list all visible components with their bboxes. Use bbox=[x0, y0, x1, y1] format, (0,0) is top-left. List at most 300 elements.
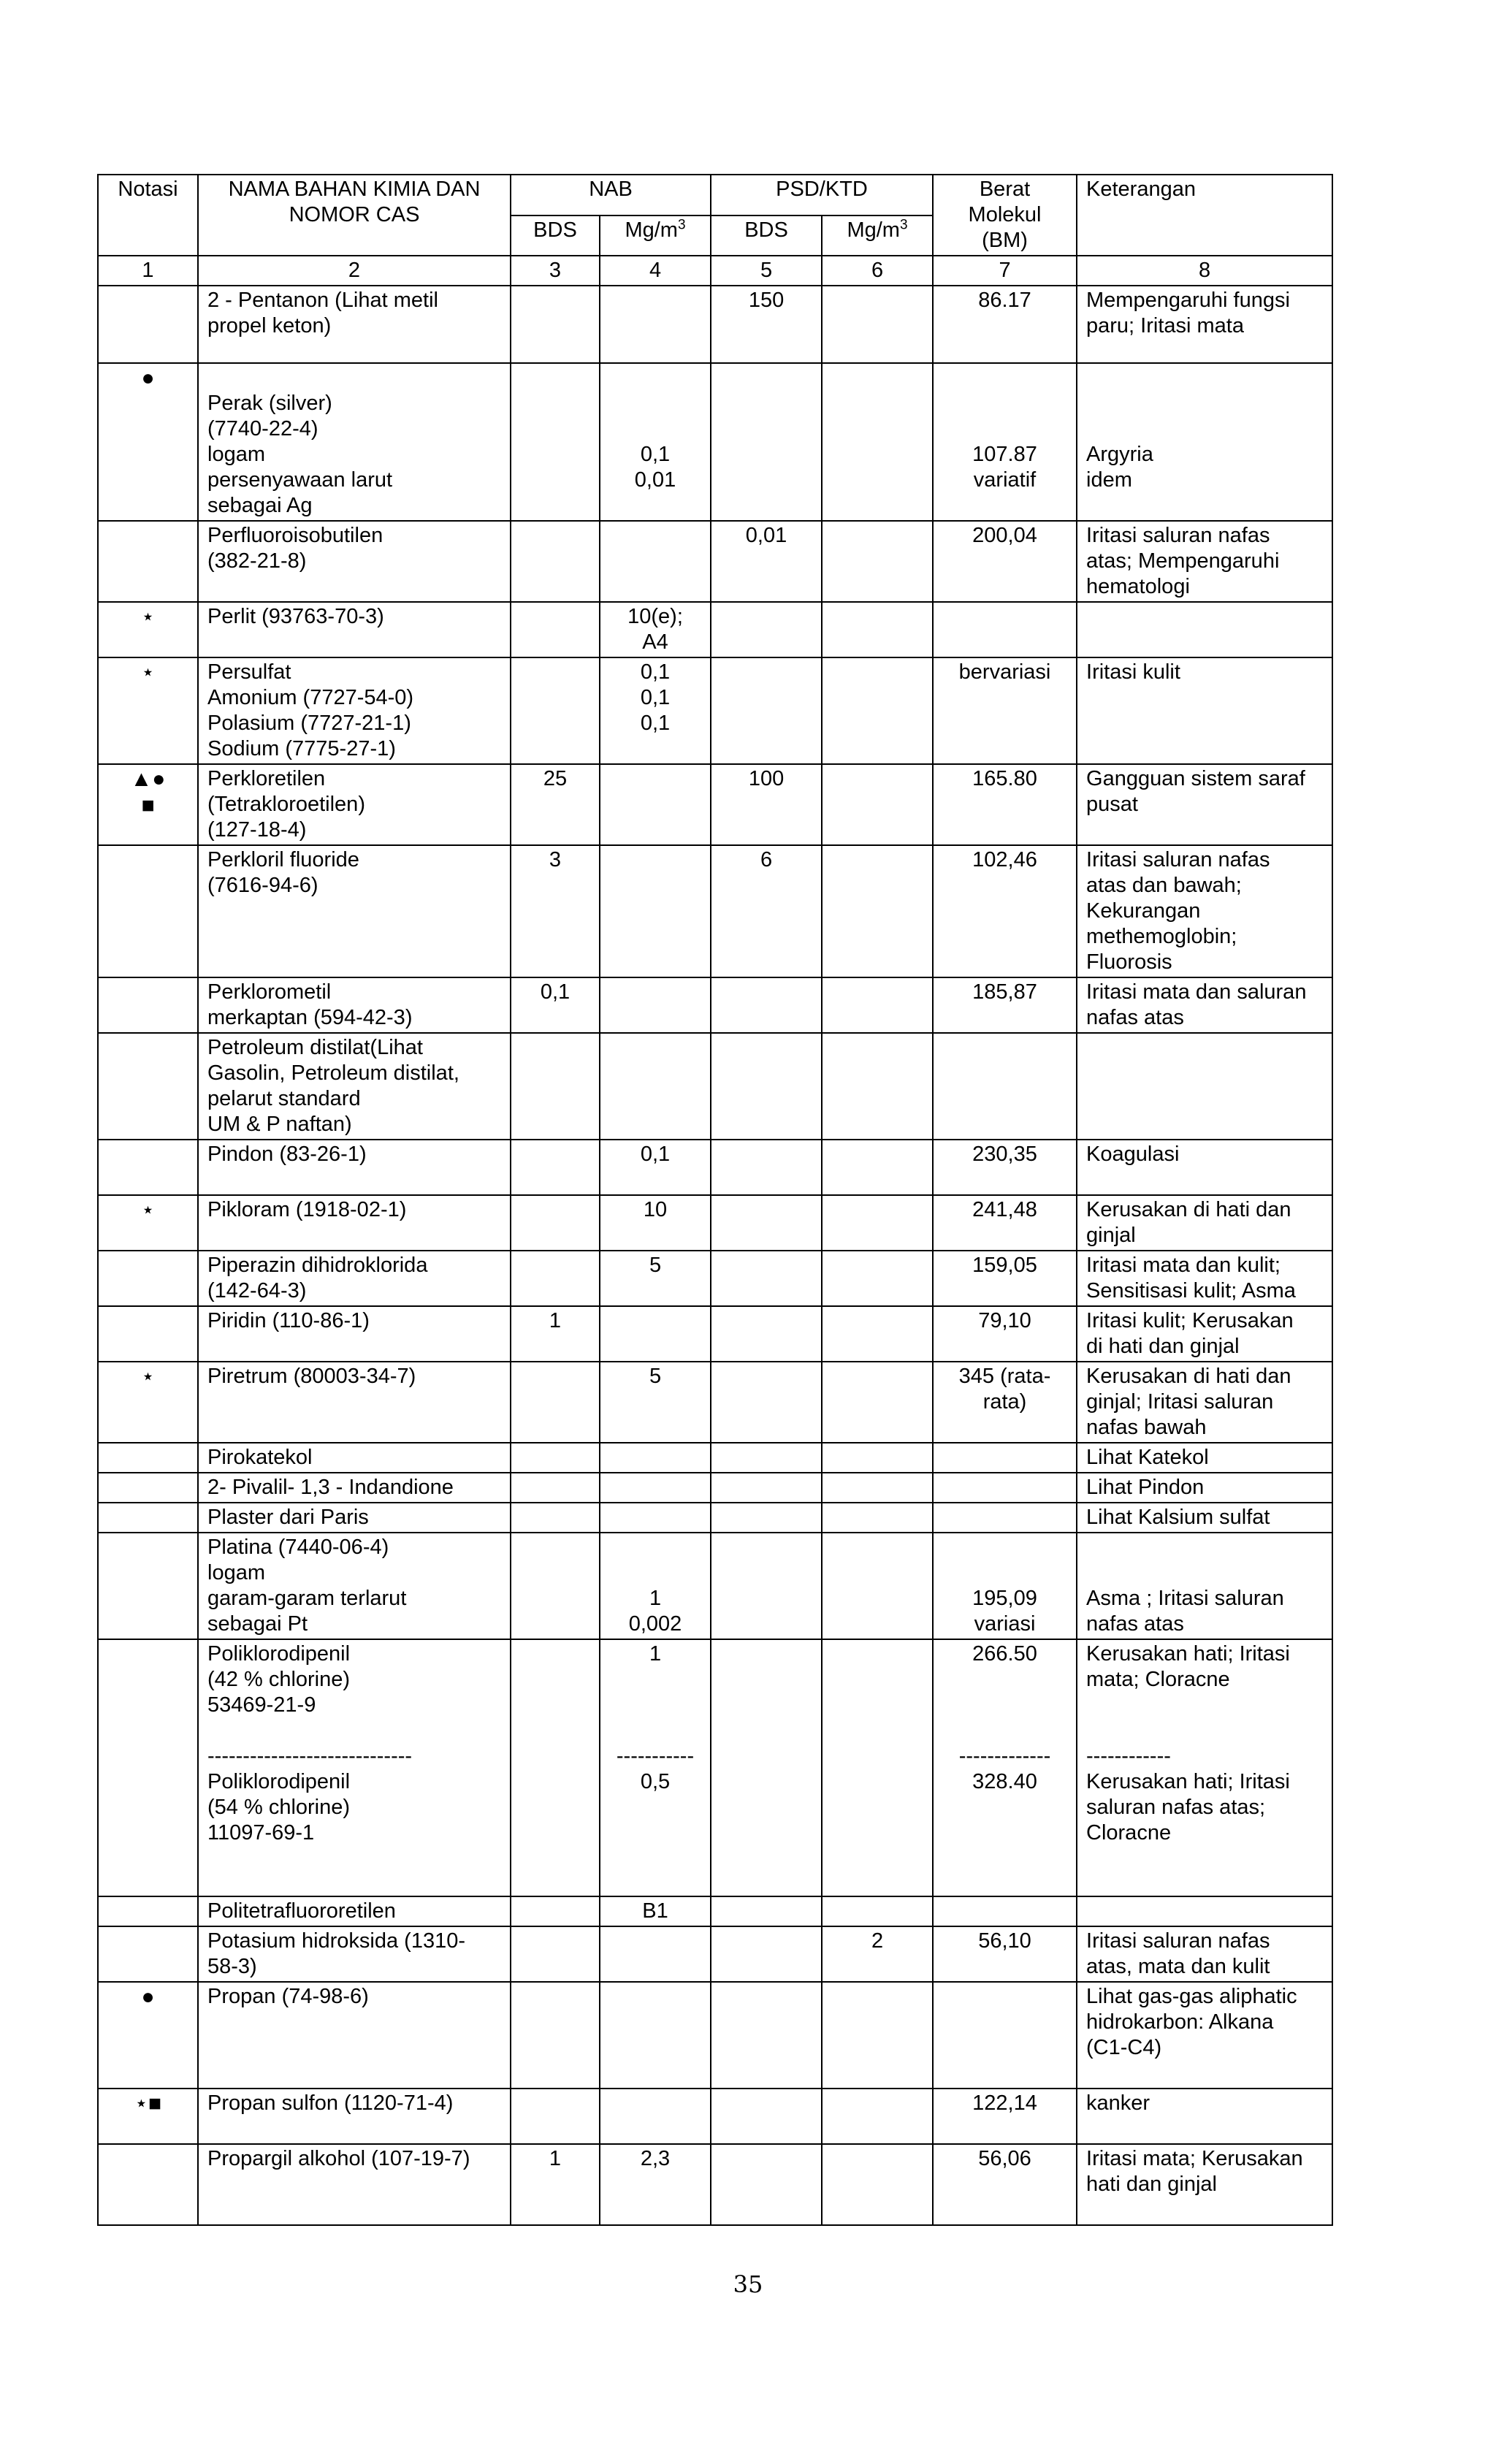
cell-line: Propan sulfon (1120-71-4) bbox=[207, 2091, 454, 2115]
cell-line bbox=[207, 365, 501, 391]
cell-line: 53469-21-9 bbox=[207, 1693, 316, 1717]
cell-notasi bbox=[98, 1033, 198, 1140]
column-number: 5 bbox=[711, 256, 822, 286]
cell-line: 122,14 bbox=[972, 2091, 1037, 2115]
cell-line: logam bbox=[207, 1561, 265, 1584]
header-psd-bds: BDS bbox=[711, 215, 822, 256]
table-row bbox=[98, 845, 1332, 977]
cell-berat-molekul bbox=[933, 1140, 1077, 1195]
cell-berat-molekul bbox=[933, 1926, 1077, 1982]
cell-line bbox=[609, 1560, 701, 1586]
cell-line: 150 bbox=[748, 289, 785, 312]
cell-line: 107.87 bbox=[972, 443, 1037, 466]
cell-line: Pirokatekol bbox=[207, 1446, 313, 1469]
cell-line: 1 bbox=[549, 2147, 562, 2170]
cell-nama bbox=[198, 286, 511, 363]
cell-line: kanker bbox=[1086, 2091, 1150, 2115]
cell-line: (142-64-3) bbox=[207, 1279, 307, 1302]
cell-line bbox=[207, 2035, 501, 2061]
cell-berat-molekul bbox=[933, 2089, 1077, 2144]
cell-line: (382-21-8) bbox=[207, 549, 307, 573]
cell-nab-mgm bbox=[600, 1251, 711, 1306]
cell-nab-bds bbox=[511, 363, 600, 521]
cell-line: pusat bbox=[1086, 793, 1138, 816]
cell-psd-mgm bbox=[822, 521, 933, 602]
cell-nama bbox=[198, 657, 511, 764]
cell-line: nafas bawah bbox=[1086, 1416, 1207, 1439]
cell-keterangan bbox=[1077, 1473, 1332, 1503]
cell-berat-molekul bbox=[933, 977, 1077, 1033]
cell-nab-bds bbox=[511, 1140, 600, 1195]
cell-line bbox=[609, 1535, 701, 1560]
cell-line: 2 - Pentanon (Lihat metil bbox=[207, 289, 438, 312]
cell-line: bervariasi bbox=[958, 660, 1051, 684]
cell-line: 0,01 bbox=[634, 468, 676, 492]
cell-line: ginjal; Iritasi saluran bbox=[1086, 1390, 1274, 1414]
cell-psd-mgm bbox=[822, 764, 933, 845]
cell-nama bbox=[198, 1473, 511, 1503]
cell-berat-molekul bbox=[933, 1251, 1077, 1306]
cell-nama bbox=[198, 1306, 511, 1362]
cell-nab-mgm bbox=[600, 1140, 711, 1195]
cell-line: 195,09 bbox=[972, 1587, 1037, 1610]
cell-line: 0,1 bbox=[640, 1143, 671, 1166]
cell-nama bbox=[198, 1926, 511, 1982]
cell-psd-bds bbox=[711, 657, 822, 764]
table-row bbox=[98, 602, 1332, 657]
cell-line: Iritasi saluran nafas bbox=[1086, 1929, 1270, 1953]
cell-nab-bds bbox=[511, 764, 600, 845]
cell-nab-mgm bbox=[600, 1443, 711, 1473]
cell-line: Polasium (7727-21-1) bbox=[207, 712, 411, 735]
table-row bbox=[98, 764, 1332, 845]
cell-line: (42 % chlorine) bbox=[207, 1668, 351, 1691]
cell-nama bbox=[198, 764, 511, 845]
cell-line bbox=[1086, 1718, 1323, 1744]
cell-line: ----------------------------- bbox=[207, 1744, 413, 1768]
mgm-exponent: 3 bbox=[899, 216, 908, 232]
cell-line: Pindon (83-26-1) bbox=[207, 1143, 367, 1166]
cell-berat-molekul bbox=[933, 1443, 1077, 1473]
cell-nama bbox=[198, 845, 511, 977]
cell-nab-bds bbox=[511, 1195, 600, 1251]
cell-line: atas dan bawah; bbox=[1086, 874, 1242, 897]
cell-berat-molekul bbox=[933, 286, 1077, 363]
cell-line: saluran nafas atas; bbox=[1086, 1796, 1266, 1819]
notation-symbol: ⋆■ bbox=[134, 2091, 161, 2116]
column-number: 7 bbox=[933, 256, 1077, 286]
column-number: 3 bbox=[511, 256, 600, 286]
cell-line: 86.17 bbox=[978, 289, 1031, 312]
cell-psd-bds bbox=[711, 1306, 822, 1362]
table-row bbox=[98, 521, 1332, 602]
cell-line bbox=[207, 2010, 501, 2035]
cell-line: (54 % chlorine) bbox=[207, 1796, 351, 1819]
cell-line: 159,05 bbox=[972, 1254, 1037, 1277]
cell-line: garam-garam terlarut bbox=[207, 1587, 407, 1610]
cell-berat-molekul bbox=[933, 521, 1077, 602]
cell-line: 0,1 bbox=[640, 686, 671, 709]
cell-keterangan bbox=[1077, 1926, 1332, 1982]
cell-notasi bbox=[98, 1306, 198, 1362]
cell-psd-bds bbox=[711, 764, 822, 845]
cell-line: Perak (silver) bbox=[207, 392, 332, 415]
cell-keterangan bbox=[1077, 363, 1332, 521]
cell-line bbox=[942, 1718, 1067, 1744]
header-nab-mgm bbox=[600, 215, 711, 256]
header-berat-line: Berat bbox=[979, 178, 1031, 201]
cell-line: 11097-69-1 bbox=[207, 1821, 315, 1845]
cell-notasi bbox=[98, 286, 198, 363]
cell-keterangan bbox=[1077, 764, 1332, 845]
cell-berat-molekul bbox=[933, 1195, 1077, 1251]
notation-symbol: ⋆ bbox=[141, 660, 155, 684]
table-row bbox=[98, 2144, 1332, 2225]
cell-line bbox=[942, 416, 1067, 442]
cell-line: logam bbox=[207, 443, 265, 466]
table-row bbox=[98, 1473, 1332, 1503]
cell-notasi bbox=[98, 1473, 198, 1503]
cell-nab-mgm bbox=[600, 602, 711, 657]
cell-line: (7616-94-6) bbox=[207, 874, 318, 897]
notation-symbol: ● bbox=[141, 366, 155, 390]
cell-notasi bbox=[98, 764, 198, 845]
cell-line: Perlit (93763-70-3) bbox=[207, 605, 384, 628]
cell-psd-mgm bbox=[822, 1926, 933, 1982]
cell-psd-mgm bbox=[822, 363, 933, 521]
cell-psd-mgm bbox=[822, 1443, 933, 1473]
cell-nab-mgm bbox=[600, 657, 711, 764]
cell-psd-mgm bbox=[822, 1251, 933, 1306]
cell-psd-mgm bbox=[822, 977, 933, 1033]
cell-line: Sensitisasi kulit; Asma bbox=[1086, 1279, 1296, 1302]
cell-nab-mgm bbox=[600, 845, 711, 977]
cell-line: persenyawaan larut bbox=[207, 468, 393, 492]
cell-nama bbox=[198, 1140, 511, 1195]
cell-line bbox=[942, 365, 1067, 391]
cell-line: 25 bbox=[543, 767, 568, 790]
cell-keterangan bbox=[1077, 1533, 1332, 1639]
cell-line: variasi bbox=[974, 1612, 1036, 1636]
cell-line: 79,10 bbox=[978, 1309, 1031, 1332]
cell-keterangan bbox=[1077, 1140, 1332, 1195]
cell-line: Iritasi kulit bbox=[1086, 660, 1180, 684]
cell-psd-bds bbox=[711, 602, 822, 657]
cell-line bbox=[207, 2116, 501, 2142]
cell-berat-molekul bbox=[933, 845, 1077, 977]
cell-keterangan bbox=[1077, 657, 1332, 764]
header-berat-molekul bbox=[933, 175, 1077, 256]
cell-line: hematologi bbox=[1086, 575, 1190, 598]
cell-line: Iritasi saluran nafas bbox=[1086, 848, 1270, 871]
cell-line: Fluorosis bbox=[1086, 950, 1172, 974]
cell-nab-mgm bbox=[600, 977, 711, 1033]
cell-nama bbox=[198, 1503, 511, 1533]
cell-line: Propargil alkohol (107-19-7) bbox=[207, 2147, 470, 2170]
cell-line: 0,5 bbox=[640, 1770, 671, 1793]
cell-line: Propan (74-98-6) bbox=[207, 1985, 369, 2008]
cell-nab-mgm bbox=[600, 2089, 711, 2144]
cell-notasi bbox=[98, 363, 198, 521]
table-row bbox=[98, 1533, 1332, 1639]
cell-berat-molekul bbox=[933, 1533, 1077, 1639]
cell-notasi bbox=[98, 602, 198, 657]
cell-psd-bds bbox=[711, 286, 822, 363]
cell-berat-molekul bbox=[933, 602, 1077, 657]
column-number: 6 bbox=[822, 256, 933, 286]
cell-nab-bds bbox=[511, 1251, 600, 1306]
cell-line: 266.50 bbox=[972, 1642, 1037, 1666]
cell-line: hidrokarbon: Alkana bbox=[1086, 2010, 1274, 2034]
cell-notasi bbox=[98, 1639, 198, 1896]
cell-berat-molekul bbox=[933, 1982, 1077, 2089]
cell-nab-bds bbox=[511, 286, 600, 363]
cell-psd-bds bbox=[711, 1982, 822, 2089]
cell-line: merkaptan (594-42-3) bbox=[207, 1006, 413, 1029]
header-nab-bds: BDS bbox=[511, 215, 600, 256]
cell-line: Iritasi kulit; Kerusakan bbox=[1086, 1309, 1294, 1332]
cell-notasi bbox=[98, 977, 198, 1033]
cell-nama bbox=[198, 1982, 511, 2089]
cell-line bbox=[942, 1535, 1067, 1560]
cell-line bbox=[609, 391, 701, 416]
cell-line: Kerusakan di hati dan bbox=[1086, 1365, 1291, 1388]
cell-psd-mgm bbox=[822, 1306, 933, 1362]
cell-line: sebagai Ag bbox=[207, 494, 313, 517]
cell-line: (C1-C4) bbox=[1086, 2036, 1162, 2059]
cell-nab-bds bbox=[511, 1639, 600, 1896]
cell-nab-mgm bbox=[600, 1533, 711, 1639]
header-psd-mgm bbox=[822, 215, 933, 256]
cell-line bbox=[1086, 365, 1323, 391]
cell-psd-mgm bbox=[822, 1503, 933, 1533]
cell-line: Plaster dari Paris bbox=[207, 1506, 369, 1529]
cell-line bbox=[609, 416, 701, 442]
cell-psd-bds bbox=[711, 521, 822, 602]
cell-keterangan bbox=[1077, 1362, 1332, 1443]
cell-keterangan bbox=[1077, 845, 1332, 977]
cell-line: Perfluoroisobutilen bbox=[207, 524, 383, 547]
cell-line: 10 bbox=[643, 1198, 668, 1221]
cell-line: hati dan ginjal bbox=[1086, 2173, 1217, 2196]
cell-line: Petroleum distilat(Lihat bbox=[207, 1036, 423, 1059]
cell-nab-mgm bbox=[600, 1306, 711, 1362]
cell-keterangan bbox=[1077, 1982, 1332, 2089]
cell-psd-bds bbox=[711, 1473, 822, 1503]
cell-keterangan bbox=[1077, 977, 1332, 1033]
cell-nab-mgm bbox=[600, 1503, 711, 1533]
cell-notasi bbox=[98, 2144, 198, 2225]
mgm-exponent: 3 bbox=[677, 216, 686, 232]
cell-nama bbox=[198, 977, 511, 1033]
cell-psd-mgm bbox=[822, 1639, 933, 1896]
cell-line: Perkloretilen bbox=[207, 767, 326, 790]
cell-line: Politetrafluororetilen bbox=[207, 1899, 396, 1923]
cell-nab-bds bbox=[511, 521, 600, 602]
cell-berat-molekul bbox=[933, 657, 1077, 764]
cell-line: atas; Mempengaruhi bbox=[1086, 549, 1280, 573]
cell-psd-mgm bbox=[822, 845, 933, 977]
mgm-label: Mg/m bbox=[847, 218, 900, 242]
table-row bbox=[98, 1926, 1332, 1982]
cell-notasi bbox=[98, 2089, 198, 2144]
cell-notasi bbox=[98, 1251, 198, 1306]
cell-line: Kerusakan hati; Iritasi bbox=[1086, 1770, 1290, 1793]
cell-line: rata) bbox=[982, 1390, 1027, 1414]
cell-line: di hati dan ginjal bbox=[1086, 1335, 1240, 1358]
cell-line: idem bbox=[1086, 468, 1132, 492]
cell-nab-bds bbox=[511, 657, 600, 764]
cell-nab-bds bbox=[511, 1533, 600, 1639]
cell-line bbox=[942, 1560, 1067, 1586]
cell-line: 10(e); bbox=[627, 605, 683, 628]
cell-psd-bds bbox=[711, 1195, 822, 1251]
cell-notasi bbox=[98, 1982, 198, 2089]
cell-psd-mgm bbox=[822, 1140, 933, 1195]
cell-line: Sodium (7775-27-1) bbox=[207, 737, 396, 760]
cell-line: Poliklorodipenil bbox=[207, 1642, 351, 1666]
cell-keterangan bbox=[1077, 1195, 1332, 1251]
cell-line: 2 bbox=[871, 1929, 884, 1953]
cell-line: ginjal bbox=[1086, 1224, 1136, 1247]
cell-line bbox=[207, 1846, 501, 1872]
cell-nab-bds bbox=[511, 1503, 600, 1533]
cell-line: (7740-22-4) bbox=[207, 417, 318, 440]
table-row bbox=[98, 1251, 1332, 1306]
column-number: 1 bbox=[98, 256, 198, 286]
cell-line: Persulfat bbox=[207, 660, 291, 684]
cell-psd-bds bbox=[711, 363, 822, 521]
cell-line: 0,002 bbox=[628, 1612, 682, 1636]
cell-nama bbox=[198, 602, 511, 657]
header-berat-line: Molekul bbox=[968, 203, 1042, 226]
cell-notasi bbox=[98, 1362, 198, 1443]
cell-nab-bds bbox=[511, 2144, 600, 2225]
cell-line bbox=[207, 1718, 501, 1744]
cell-line: nafas atas bbox=[1086, 1006, 1184, 1029]
cell-line: 165.80 bbox=[972, 767, 1037, 790]
cell-nama bbox=[198, 2144, 511, 2225]
cell-psd-bds bbox=[711, 977, 822, 1033]
cell-line: Lihat gas-gas aliphatic bbox=[1086, 1985, 1297, 2008]
cell-line: Lihat Kalsium sulfat bbox=[1086, 1506, 1270, 1529]
cell-line: Perkloril fluoride bbox=[207, 848, 359, 871]
notation-symbol: ⋆ bbox=[141, 1198, 155, 1222]
cell-keterangan bbox=[1077, 1896, 1332, 1926]
cell-line: Gasolin, Petroleum distilat, bbox=[207, 1061, 459, 1085]
cell-nab-mgm bbox=[600, 363, 711, 521]
cell-line bbox=[207, 1167, 501, 1193]
cell-nab-mgm bbox=[600, 1195, 711, 1251]
cell-psd-bds bbox=[711, 845, 822, 977]
cell-berat-molekul bbox=[933, 363, 1077, 521]
column-number: 2 bbox=[198, 256, 511, 286]
cell-line: 328.40 bbox=[972, 1770, 1037, 1793]
cell-line: Kerusakan hati; Iritasi bbox=[1086, 1642, 1290, 1666]
cell-nab-mgm bbox=[600, 286, 711, 363]
cell-line: 3 bbox=[549, 848, 562, 871]
table-row bbox=[98, 1306, 1332, 1362]
cell-line: (127-18-4) bbox=[207, 818, 307, 842]
cell-line: 56,06 bbox=[978, 2147, 1031, 2170]
cell-line bbox=[1086, 391, 1323, 416]
cell-line bbox=[1086, 416, 1323, 442]
cell-line bbox=[207, 2061, 501, 2086]
cell-psd-mgm bbox=[822, 1195, 933, 1251]
cell-berat-molekul bbox=[933, 2144, 1077, 2225]
cell-nama bbox=[198, 1362, 511, 1443]
header-notasi: Notasi bbox=[98, 175, 198, 256]
cell-notasi bbox=[98, 1503, 198, 1533]
cell-keterangan bbox=[1077, 2089, 1332, 2144]
table-row bbox=[98, 363, 1332, 521]
cell-psd-bds bbox=[711, 1362, 822, 1443]
table-row bbox=[98, 977, 1332, 1033]
table-row bbox=[98, 286, 1332, 363]
cell-nab-bds bbox=[511, 1443, 600, 1473]
cell-line: Lihat Pindon bbox=[1086, 1476, 1205, 1499]
cell-line: Koagulasi bbox=[1086, 1143, 1180, 1166]
cell-notasi bbox=[98, 1533, 198, 1639]
cell-line bbox=[609, 1718, 701, 1744]
cell-notasi bbox=[98, 1896, 198, 1926]
cell-nama bbox=[198, 1533, 511, 1639]
cell-psd-mgm bbox=[822, 1033, 933, 1140]
cell-berat-molekul bbox=[933, 1896, 1077, 1926]
cell-keterangan bbox=[1077, 602, 1332, 657]
cell-nab-mgm bbox=[600, 2144, 711, 2225]
header-nab: NAB bbox=[511, 175, 711, 215]
notation-symbol: ⋆ bbox=[141, 605, 155, 629]
cell-line bbox=[609, 1667, 701, 1693]
cell-line: 2,3 bbox=[640, 2147, 671, 2170]
cell-line: Cloracne bbox=[1086, 1821, 1172, 1845]
table-row bbox=[98, 1033, 1332, 1140]
cell-nama bbox=[198, 1195, 511, 1251]
cell-nama bbox=[198, 1639, 511, 1896]
cell-line: methemoglobin; bbox=[1086, 925, 1237, 948]
cell-line bbox=[942, 391, 1067, 416]
cell-nab-bds bbox=[511, 845, 600, 977]
cell-line: 0,1 bbox=[640, 443, 671, 466]
cell-line: ------------ bbox=[1086, 1744, 1171, 1768]
cell-line: Kerusakan di hati dan bbox=[1086, 1198, 1291, 1221]
column-number: 8 bbox=[1077, 256, 1332, 286]
cell-line: Iritasi mata; Kerusakan bbox=[1086, 2147, 1303, 2170]
table-row bbox=[98, 1639, 1332, 1896]
cell-psd-mgm bbox=[822, 602, 933, 657]
cell-line: 58-3) bbox=[207, 1955, 257, 1978]
cell-line: mata; Cloracne bbox=[1086, 1668, 1230, 1691]
table-row bbox=[98, 1982, 1332, 2089]
cell-line: 6 bbox=[760, 848, 773, 871]
cell-nama bbox=[198, 1033, 511, 1140]
cell-nama bbox=[198, 521, 511, 602]
chemical-table bbox=[97, 174, 1333, 2226]
cell-line: 241,48 bbox=[972, 1198, 1037, 1221]
cell-line: Piridin (110-86-1) bbox=[207, 1309, 370, 1332]
cell-keterangan bbox=[1077, 2144, 1332, 2225]
cell-line: Potasium hidroksida (1310- bbox=[207, 1929, 466, 1953]
cell-psd-bds bbox=[711, 1926, 822, 1982]
cell-line: A4 bbox=[642, 630, 668, 654]
cell-line: 1 bbox=[649, 1642, 662, 1666]
cell-line: Iritasi mata dan saluran bbox=[1086, 980, 1307, 1004]
cell-line bbox=[609, 1693, 701, 1718]
cell-line: 100 bbox=[748, 767, 785, 790]
cell-psd-bds bbox=[711, 1140, 822, 1195]
cell-psd-bds bbox=[711, 1033, 822, 1140]
